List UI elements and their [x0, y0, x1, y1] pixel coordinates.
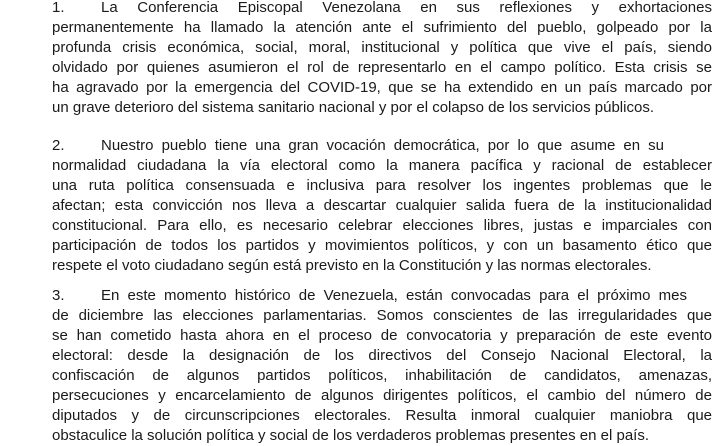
paragraph-line: persecuciones y encarcelamiento de algunos dirigentes políticos, el cambio del número de — [52, 387, 712, 404]
paragraph-line: confiscación de algunos partidos políticos, inhabilitación de candidatos, amenazas, — [52, 367, 712, 384]
paragraph-line: profunda crisis económica, social, moral, institucional y política que vive el país, siendo — [52, 39, 712, 56]
paragraph-line: La Conferencia Episcopal Venezolana en sus reflexiones y exhortaciones — [101, 0, 712, 16]
paragraph-number: 3. — [52, 287, 65, 304]
paragraph-line: afectan; esta convicción nos lleva a descartar cualquier salida fuera de la institucionalidad — [52, 197, 712, 214]
paragraph-line: obstaculice la solución política y social de los verdaderos problemas presentes en el país. — [52, 427, 649, 444]
paragraph-line: Nuestro pueblo tiene una gran vocación democrática, por lo que asume en su — [101, 137, 664, 154]
paragraph-line: un grave deterioro del sistema sanitario nacional y por el colapso de los servicios públicos. — [52, 99, 654, 116]
paragraph-line: ha agravado por la emergencia del COVID-19, que se ha extendido en un país marcado por — [52, 79, 712, 96]
paragraph-line: una ruta política consensuada e inclusiva para resolver los ingentes problemas que le — [52, 177, 712, 194]
paragraph-line: normalidad ciudadana la vía electoral como la manera pacífica y racional de establecer — [52, 157, 712, 174]
paragraph-line: participación de todos los partidos y movimientos políticos, y con un basamento ético que — [52, 237, 712, 254]
paragraph-line: En este momento histórico de Venezuela, están convocadas para el próximo mes — [101, 287, 687, 304]
paragraph-line: olvidado por quienes asumieron el rol de representarlo en el campo político. Esta crisis se — [52, 59, 712, 76]
paragraph-line: diputados y de circunscripciones electorales. Resulta inmoral cualquier maniobra que — [52, 407, 712, 424]
paragraph-line: se han cometido hasta ahora en el proceso de convocatoria y preparación de este evento — [52, 327, 712, 344]
paragraph-line: de diciembre las elecciones parlamentarias. Somos conscientes de las irregularidades que — [52, 307, 712, 324]
paragraph-line: constitucional. Para ello, es necesario celebrar elecciones libres, justas e imparciales con — [52, 217, 712, 234]
paragraph-line: respete el voto ciudadano según está previsto en la Constitución y las normas electorales. — [52, 257, 652, 274]
paragraph-number: 2. — [52, 137, 65, 154]
paragraph-line: electoral: desde la designación de los directivos del Consejo Nacional Electoral, la — [52, 347, 712, 364]
paragraph-line: permanentemente ha llamado la atención ante el sufrimiento del pueblo, golpeado por la — [52, 19, 712, 36]
paragraph-number: 1. — [52, 0, 65, 16]
